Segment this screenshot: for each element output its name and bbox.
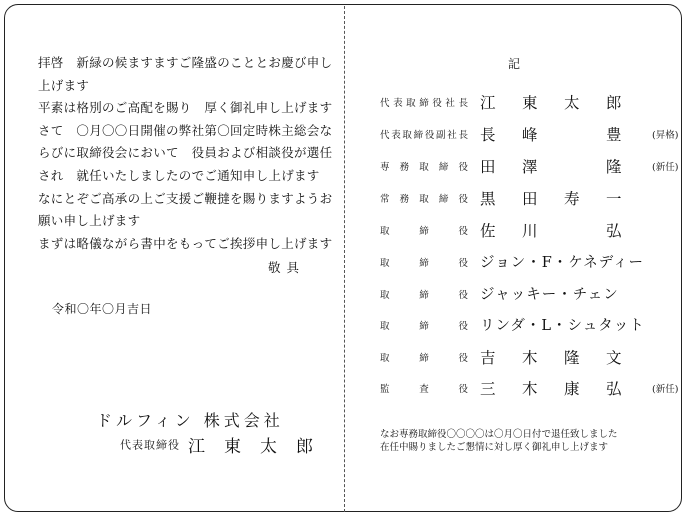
signer-name: 江 東 太 郎 bbox=[188, 437, 313, 457]
letter-line: され 就任いたしましたのでご通知申し上げます bbox=[38, 167, 320, 183]
signer bbox=[120, 432, 332, 457]
officer-title: 監査役 bbox=[380, 384, 468, 395]
officer-title: 代表取締役社長 bbox=[380, 98, 468, 109]
letter-line: 平素は格別のご高配を賜り 厚く御礼申し上げます bbox=[38, 100, 333, 116]
officer-row bbox=[380, 187, 648, 207]
officer-row bbox=[380, 123, 678, 143]
officer-name: リンダ・L・シュタット bbox=[480, 318, 645, 334]
letter-line: さて 〇月〇〇日開催の弊社第〇回定時株主総会な bbox=[38, 122, 333, 138]
officer-name: 長 峰 豊 bbox=[480, 126, 622, 144]
ki-heading: 記 bbox=[508, 57, 521, 71]
officer-title: 常務取締役 bbox=[380, 194, 468, 205]
letter-line: らびに取締役会において 役員および相談役が選任 bbox=[38, 145, 333, 161]
officer-note: (昇格) bbox=[652, 130, 679, 141]
officer-row bbox=[380, 251, 644, 271]
officer-row bbox=[380, 377, 678, 397]
letter-line: 願い申し上げます bbox=[38, 213, 141, 229]
officer-name: ジャッキー・チェン bbox=[480, 287, 619, 303]
officer-title: 専務取締役 bbox=[380, 162, 468, 173]
officer-row bbox=[380, 219, 648, 239]
footnote-line: 在任中賜りましたご懇情に対し厚く御礼申し上げます bbox=[380, 442, 609, 453]
officer-title: 取締役 bbox=[380, 289, 468, 301]
company-name: ドルフィン 株式会社 bbox=[96, 411, 284, 430]
officer-name: 吉 木 隆 文 bbox=[480, 349, 622, 367]
officer-row bbox=[380, 314, 645, 334]
officer-name: ジョン・F・ケネディー bbox=[480, 255, 645, 271]
footnote-line: なお専務取締役〇〇〇〇は〇月〇日付で退任致しました bbox=[380, 429, 618, 440]
officer-title: 取締役 bbox=[380, 257, 468, 269]
officer-row bbox=[380, 346, 648, 366]
officer-name: 江 東 太 郎 bbox=[480, 94, 622, 112]
officer-row bbox=[380, 283, 619, 303]
officer-title: 取締役 bbox=[380, 226, 468, 237]
letter-date: 令和〇年〇月吉日 bbox=[52, 302, 153, 316]
letter-body bbox=[38, 52, 332, 255]
officer-name: 三 木 康 弘 bbox=[480, 380, 622, 398]
officer-row bbox=[380, 91, 648, 111]
letter-line: まずは略儀ながら書中をもってご挨拶申し上げます bbox=[38, 235, 333, 251]
officer-row bbox=[380, 155, 678, 175]
closing-keigu: 敬具 bbox=[268, 260, 306, 275]
officer-title: 取締役 bbox=[380, 320, 468, 332]
officer-title: 取締役 bbox=[380, 353, 468, 364]
officer-title: 代表取締役副社長 bbox=[380, 130, 468, 141]
letter-line: 上げます bbox=[38, 77, 90, 93]
officer-name: 田 澤 隆 bbox=[480, 158, 622, 176]
letter-line: なにとぞご高承の上ご支援ご鞭撻を賜りますようお bbox=[38, 190, 333, 206]
retirement-note bbox=[380, 428, 618, 454]
signer-title: 代表取締役 bbox=[120, 438, 180, 452]
officer-name: 黒 田 寿 一 bbox=[480, 190, 622, 208]
officer-note: (新任) bbox=[652, 162, 679, 173]
officer-note: (新任) bbox=[652, 384, 679, 395]
officer-name: 佐 川 弘 bbox=[480, 222, 622, 240]
fold-line bbox=[344, 6, 345, 512]
letter-line: 拝啓 新緑の候ますますご隆盛のこととお慶び申し bbox=[38, 55, 333, 70]
